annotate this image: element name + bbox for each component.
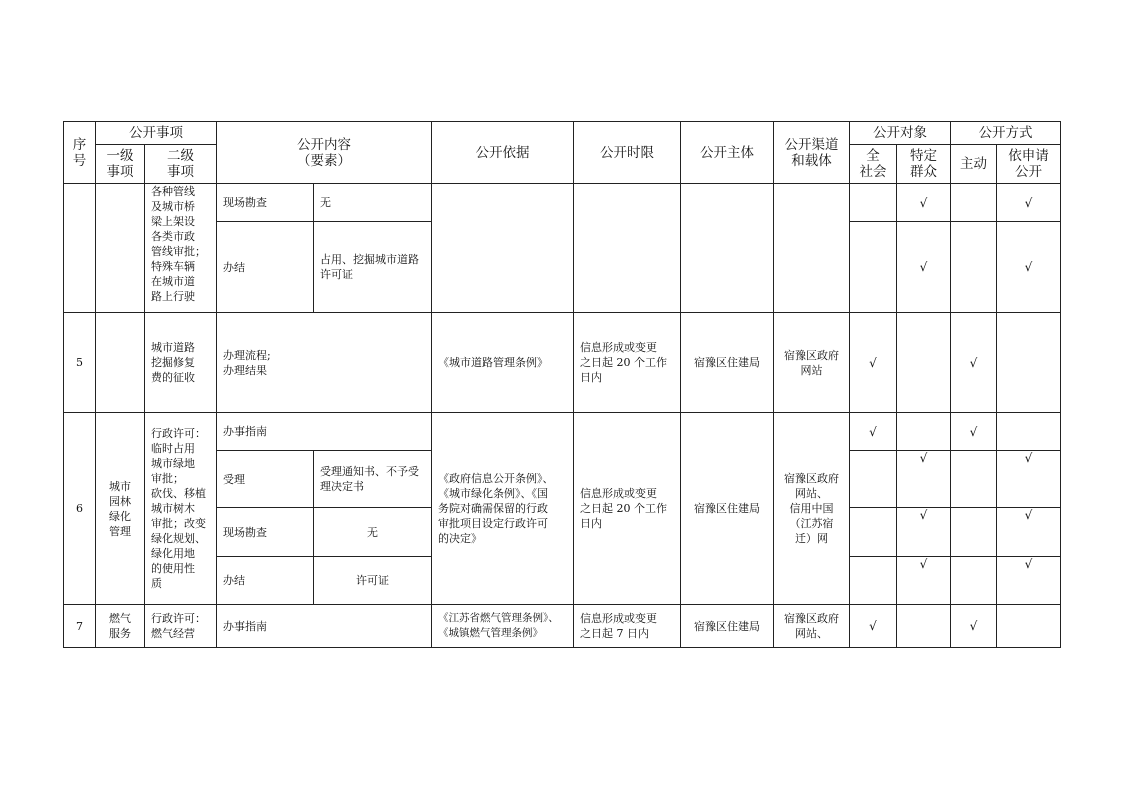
r5-level2: 城市道路 挖掘修复 费的征收: [145, 313, 217, 413]
r6b-on-request-check: √: [997, 451, 1061, 508]
table-row: [64, 605, 1061, 648]
r6-level1: 城市 园林 绿化 管理: [96, 413, 145, 605]
header-matter: 公开事项: [96, 122, 217, 145]
r5-specific-group: [897, 313, 951, 413]
r5-subject: 宿豫区住建局: [681, 313, 774, 413]
r7-seq: 7: [64, 605, 96, 648]
r6-level2: 行政许可： 临时占用 城市绿地 审批； 砍伐、移植 城市树木 审批；改变 绿化规划、 绿化用地 的使用性 质: [145, 413, 217, 605]
cont-basis-cell: [432, 184, 574, 313]
disclosure-table: [63, 121, 1061, 648]
header-channel: 公开渠道 和载体: [774, 122, 850, 184]
header-audience: 公开对象: [850, 122, 951, 145]
r5-content: 办理流程; 办理结果: [217, 313, 432, 413]
cont-sub1-item: 现场勘查: [217, 184, 314, 222]
r6d-specific-group-check: √: [897, 557, 951, 605]
r7-on-request: [997, 605, 1061, 648]
cont-level1-cell: [96, 184, 145, 313]
cont-sub1-detail: 无: [314, 184, 432, 222]
r7-specific-group: [897, 605, 951, 648]
r6-sub1-detail: 受理通知书、不予受 理决定书: [314, 451, 432, 508]
header-content: 公开内容 （要素）: [217, 122, 432, 184]
header-method: 公开方式: [951, 122, 1061, 145]
r6c-specific-group-check: √: [897, 508, 951, 557]
r6-seq: 6: [64, 413, 96, 605]
r5-basis: 《城市道路管理条例》: [432, 313, 574, 413]
r6-sub3-item: 办结: [217, 557, 314, 605]
r5-level1-cell: [96, 313, 145, 413]
header-level1: 一级 事项: [96, 145, 145, 184]
r6-sub2-item: 现场勘查: [217, 508, 314, 557]
cont-sub2-detail: 占用、挖掘城市道路 许可证: [314, 222, 432, 313]
header-all-society: 全 社会: [850, 145, 897, 184]
cont2-on-request-check: √: [997, 222, 1061, 313]
table-row: [64, 313, 1061, 413]
header-level2: 二级 事项: [145, 145, 217, 184]
r5-seq: 5: [64, 313, 96, 413]
r6d-active: [951, 557, 997, 605]
r6-basis: 《政府信息公开条例》、 《城市绿化条例》、《国 务院对确需保留的行政 审批项目设定行政许可 的决定》: [432, 413, 574, 605]
r6c-on-request-check: √: [997, 508, 1061, 557]
r6a-on-request: [997, 413, 1061, 451]
r7-level2: 行政许可： 燃气经营: [145, 605, 217, 648]
cont2-specific-group-check: √: [897, 222, 951, 313]
cont2-all-society: [850, 222, 897, 313]
r5-channel: 宿豫区政府 网站: [774, 313, 850, 413]
cont-seq-cell: [64, 184, 96, 313]
cont1-all-society: [850, 184, 897, 222]
r6-sub2-detail: 无: [314, 508, 432, 557]
r6b-all-society: [850, 451, 897, 508]
header-time-limit: 公开时限: [574, 122, 681, 184]
r6d-all-society: [850, 557, 897, 605]
r6-subject: 宿豫区住建局: [681, 413, 774, 605]
r5-time-limit: 信息形成或变更 之日起 20 个工作 日内: [574, 313, 681, 413]
r6-sub1-item: 受理: [217, 451, 314, 508]
cont-level2: 各种管线 及城市桥 梁上架设 各类市政 管线审批； 特殊车辆 在城市道 路上行驶: [145, 184, 217, 313]
r6a-specific-group: [897, 413, 951, 451]
cont-time-cell: [574, 184, 681, 313]
r5-on-request: [997, 313, 1061, 413]
r7-basis: 《江苏省燃气管理条例》、 《城镇燃气管理条例》: [432, 605, 574, 648]
r6a-all-society-check: √: [850, 413, 897, 451]
r7-all-society-check: √: [850, 605, 897, 648]
table-row: [64, 413, 1061, 451]
r7-time-limit: 信息形成或变更 之日起 7 日内: [574, 605, 681, 648]
r6-guide: 办事指南: [217, 413, 432, 451]
r7-subject: 宿豫区住建局: [681, 605, 774, 648]
header-active: 主动: [951, 145, 997, 184]
cont-sub2-item: 办结: [217, 222, 314, 313]
header-basis: 公开依据: [432, 122, 574, 184]
cont1-specific-group-check: √: [897, 184, 951, 222]
cont2-active: [951, 222, 997, 313]
header-subject: 公开主体: [681, 122, 774, 184]
r6d-on-request-check: √: [997, 557, 1061, 605]
header-seq: 序 号: [64, 122, 96, 184]
header-specific-group: 特定 群众: [897, 145, 951, 184]
header-on-request: 依申请 公开: [997, 145, 1061, 184]
r7-channel: 宿豫区政府 网站、: [774, 605, 850, 648]
cont-subject-cell: [681, 184, 774, 313]
r6-sub3-detail: 许可证: [314, 557, 432, 605]
r6c-all-society: [850, 508, 897, 557]
r6a-active-check: √: [951, 413, 997, 451]
r6c-active: [951, 508, 997, 557]
r7-level1: 燃气 服务: [96, 605, 145, 648]
r6b-active: [951, 451, 997, 508]
r5-all-society-check: √: [850, 313, 897, 413]
cont-channel-cell: [774, 184, 850, 313]
r6-time-limit: 信息形成或变更 之日起 20 个工作 日内: [574, 413, 681, 605]
cont1-on-request-check: √: [997, 184, 1061, 222]
r6-channel: 宿豫区政府 网站、 信用中国 （江苏宿 迁）网: [774, 413, 850, 605]
r5-active-check: √: [951, 313, 997, 413]
table-row: [64, 184, 1061, 222]
cont1-active: [951, 184, 997, 222]
r7-content: 办事指南: [217, 605, 432, 648]
r6b-specific-group-check: √: [897, 451, 951, 508]
r7-active-check: √: [951, 605, 997, 648]
